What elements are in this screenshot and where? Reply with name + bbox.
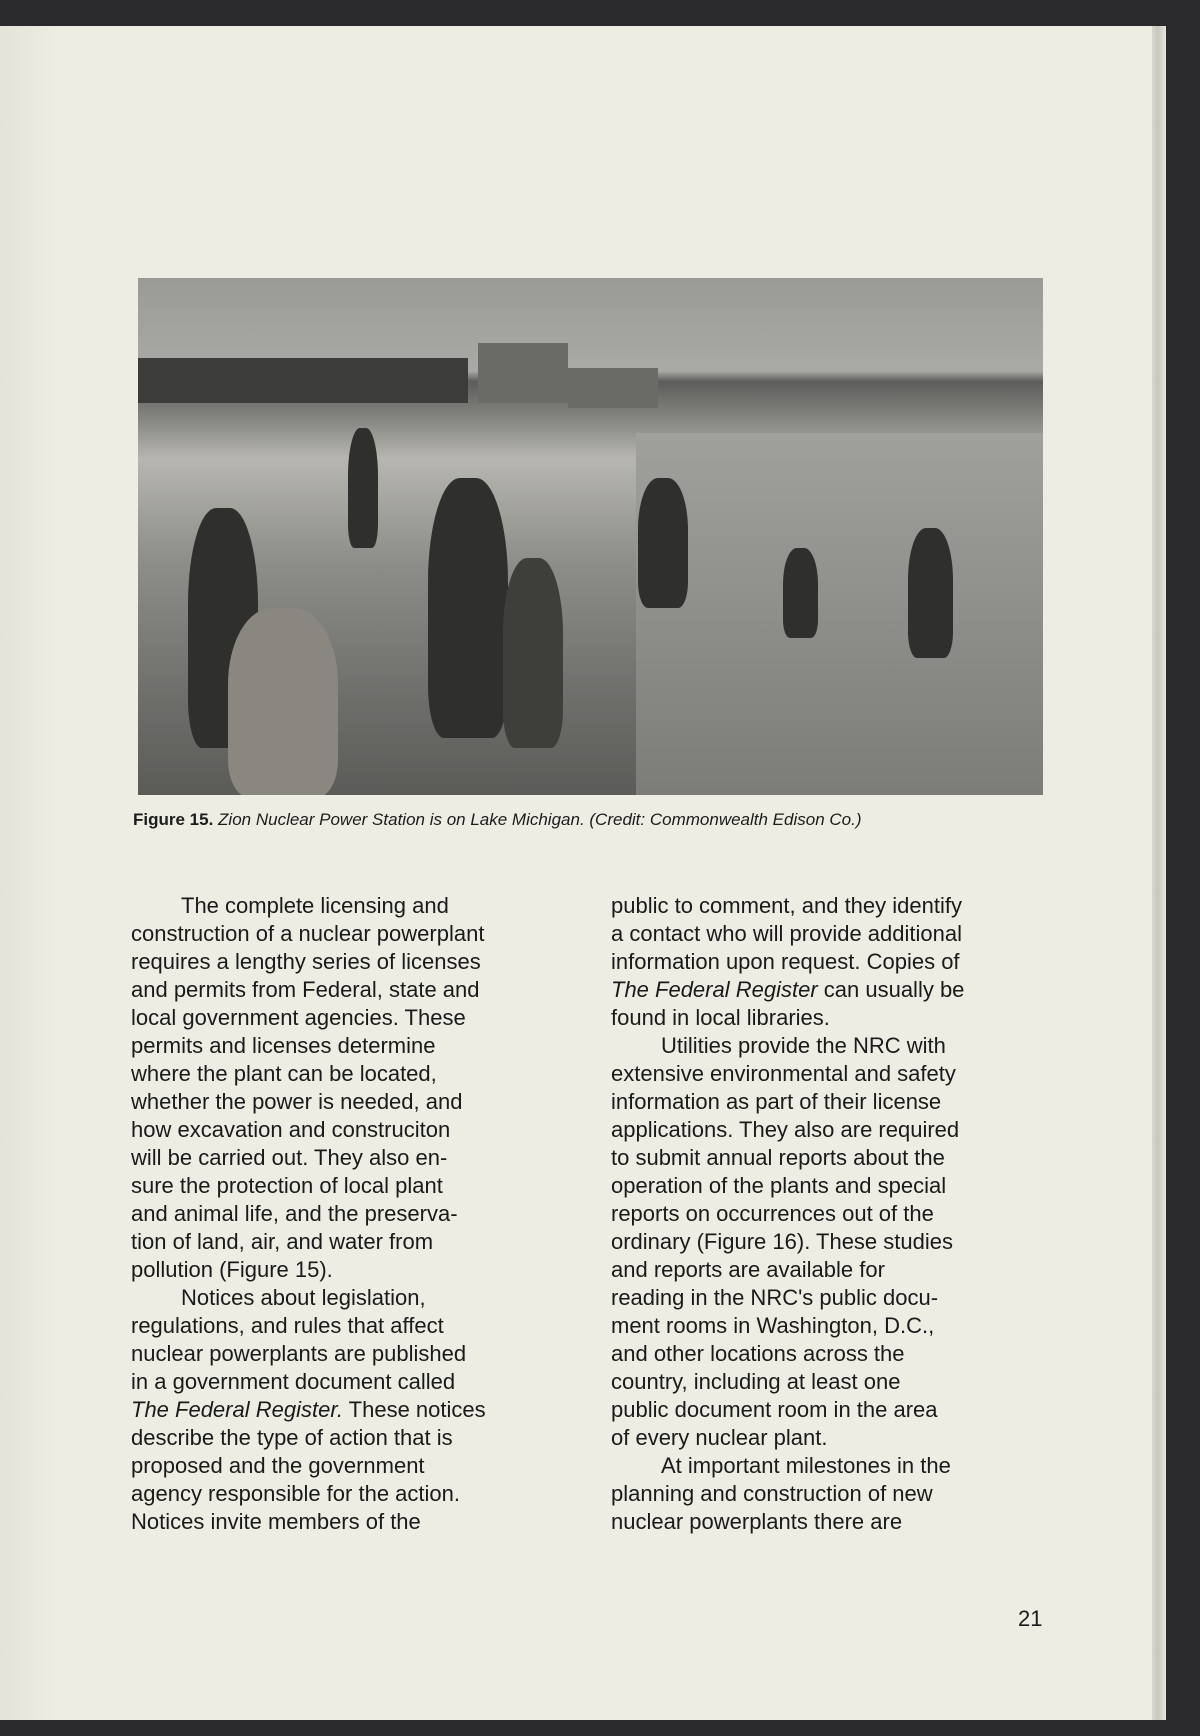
text-line bbox=[131, 1452, 486, 1480]
line-text: public to comment, and they identify bbox=[611, 893, 962, 918]
line-text: a contact who will provide additional bbox=[611, 921, 962, 946]
binding-gutter bbox=[0, 26, 58, 1720]
child-figure bbox=[348, 428, 378, 548]
line-text: pollution (Figure 15). bbox=[131, 1257, 333, 1282]
text-line bbox=[611, 1032, 964, 1060]
text-line bbox=[131, 1200, 486, 1228]
text-line bbox=[611, 1004, 964, 1032]
text-line bbox=[611, 1368, 964, 1396]
document-page bbox=[0, 26, 1166, 1720]
line-text: will be carried out. They also en- bbox=[131, 1145, 448, 1170]
line-text: reports on occurrences out of the bbox=[611, 1201, 934, 1226]
line-text: regulations, and rules that affect bbox=[131, 1313, 444, 1338]
line-text: and reports are available for bbox=[611, 1257, 885, 1282]
text-line bbox=[131, 1172, 486, 1200]
italic-title: The Federal Register bbox=[611, 977, 818, 1002]
line-text: proposed and the government bbox=[131, 1453, 425, 1478]
text-line bbox=[611, 1396, 964, 1424]
line-text: nuclear powerplants are published bbox=[131, 1341, 467, 1366]
child-figure bbox=[503, 558, 563, 748]
text-line bbox=[611, 1256, 964, 1284]
line-text: where the plant can be located, bbox=[131, 1061, 437, 1086]
text-line bbox=[131, 1228, 486, 1256]
tree-line bbox=[138, 358, 468, 403]
line-text: ment rooms in Washington, D.C., bbox=[611, 1313, 935, 1338]
line-text: extensive environmental and safety bbox=[611, 1061, 956, 1086]
italic-title: The Federal Register. bbox=[131, 1397, 343, 1422]
child-figure bbox=[228, 608, 338, 795]
left-text-column bbox=[131, 892, 486, 1536]
text-line bbox=[611, 1340, 964, 1368]
text-line bbox=[611, 1228, 964, 1256]
right-text-column bbox=[611, 892, 964, 1536]
line-text: Notices invite members of the bbox=[131, 1509, 421, 1534]
text-line bbox=[611, 1452, 964, 1480]
text-line bbox=[131, 1060, 486, 1088]
line-text: to submit annual reports about the bbox=[611, 1145, 945, 1170]
line-text: and animal life, and the preserva- bbox=[131, 1201, 458, 1226]
text-line bbox=[611, 1312, 964, 1340]
text-line bbox=[131, 920, 486, 948]
line-text: permits and licenses determine bbox=[131, 1033, 436, 1058]
text-line bbox=[131, 976, 486, 1004]
line-text: local government agencies. These bbox=[131, 1005, 466, 1030]
child-figure bbox=[428, 478, 508, 738]
line-text: ordinary (Figure 16). These studies bbox=[611, 1229, 953, 1254]
line-text: operation of the plants and special bbox=[611, 1173, 947, 1198]
text-line bbox=[611, 1284, 964, 1312]
text-line bbox=[611, 1424, 964, 1452]
text-line bbox=[611, 1060, 964, 1088]
text-line bbox=[131, 892, 486, 920]
line-text: The complete licensing and bbox=[181, 893, 449, 918]
line-text: These notices bbox=[342, 1397, 486, 1422]
text-line bbox=[131, 1144, 486, 1172]
text-line bbox=[131, 1284, 486, 1312]
text-line bbox=[611, 920, 964, 948]
text-line bbox=[611, 892, 964, 920]
text-line bbox=[131, 1004, 486, 1032]
text-line bbox=[131, 1312, 486, 1340]
figure-label: Figure 15. bbox=[133, 810, 214, 829]
text-line bbox=[131, 1480, 486, 1508]
line-text: Notices about legislation, bbox=[181, 1285, 426, 1310]
line-text: tion of land, air, and water from bbox=[131, 1229, 434, 1254]
line-text: of every nuclear plant. bbox=[611, 1425, 828, 1450]
text-line bbox=[131, 1340, 486, 1368]
page-edge bbox=[1152, 26, 1166, 1720]
figure-photo-beach-nuclear-plant bbox=[138, 278, 1043, 795]
text-line bbox=[131, 1368, 486, 1396]
line-text: nuclear powerplants there are bbox=[611, 1509, 903, 1534]
child-figure bbox=[783, 548, 818, 638]
turbine-building bbox=[568, 368, 658, 408]
page-number: 21 bbox=[1018, 1606, 1043, 1631]
line-text: and other locations across the bbox=[611, 1341, 905, 1366]
line-text: can usually be bbox=[817, 977, 965, 1002]
line-text: construction of a nuclear powerplant bbox=[131, 921, 485, 946]
line-text: agency responsible for the action. bbox=[131, 1481, 460, 1506]
text-line bbox=[131, 1256, 486, 1284]
text-line bbox=[131, 1088, 486, 1116]
line-text: country, including at least one bbox=[611, 1369, 901, 1394]
figure-caption-text: Zion Nuclear Power Station is on Lake Michigan. (Credit: Commonwealth Edison Co.) bbox=[218, 810, 862, 829]
line-text: requires a lengthy series of licenses bbox=[131, 949, 481, 974]
line-text: whether the power is needed, and bbox=[131, 1089, 463, 1114]
text-line bbox=[611, 1088, 964, 1116]
text-line bbox=[131, 1032, 486, 1060]
line-text: information as part of their license bbox=[611, 1089, 942, 1114]
text-line bbox=[131, 1424, 486, 1452]
text-line bbox=[611, 1144, 964, 1172]
text-line bbox=[131, 1508, 486, 1536]
child-figure bbox=[638, 478, 688, 608]
line-text: describe the type of action that is bbox=[131, 1425, 453, 1450]
text-line bbox=[611, 1480, 964, 1508]
child-figure bbox=[908, 528, 953, 658]
text-line bbox=[131, 1116, 486, 1144]
text-line bbox=[611, 1172, 964, 1200]
line-text: in a government document called bbox=[131, 1369, 456, 1394]
line-text: information upon request. Copies of bbox=[611, 949, 960, 974]
line-text: At important milestones in the bbox=[661, 1453, 951, 1478]
text-line bbox=[131, 948, 486, 976]
line-text: found in local libraries. bbox=[611, 1005, 830, 1030]
line-text: public document room in the area bbox=[611, 1397, 938, 1422]
text-line bbox=[611, 948, 964, 976]
line-text: and permits from Federal, state and bbox=[131, 977, 480, 1002]
lake-water bbox=[636, 433, 1043, 795]
text-line bbox=[611, 976, 964, 1004]
text-line bbox=[611, 1116, 964, 1144]
line-text: how excavation and construciton bbox=[131, 1117, 451, 1142]
text-line bbox=[131, 1396, 486, 1424]
reactor-building bbox=[478, 343, 568, 403]
text-line bbox=[611, 1200, 964, 1228]
line-text: planning and construction of new bbox=[611, 1481, 933, 1506]
line-text: sure the protection of local plant bbox=[131, 1173, 443, 1198]
line-text: applications. They also are required bbox=[611, 1117, 960, 1142]
figure-caption bbox=[133, 810, 862, 830]
line-text: Utilities provide the NRC with bbox=[661, 1033, 946, 1058]
line-text: reading in the NRC's public docu- bbox=[611, 1285, 939, 1310]
text-line bbox=[611, 1508, 964, 1536]
